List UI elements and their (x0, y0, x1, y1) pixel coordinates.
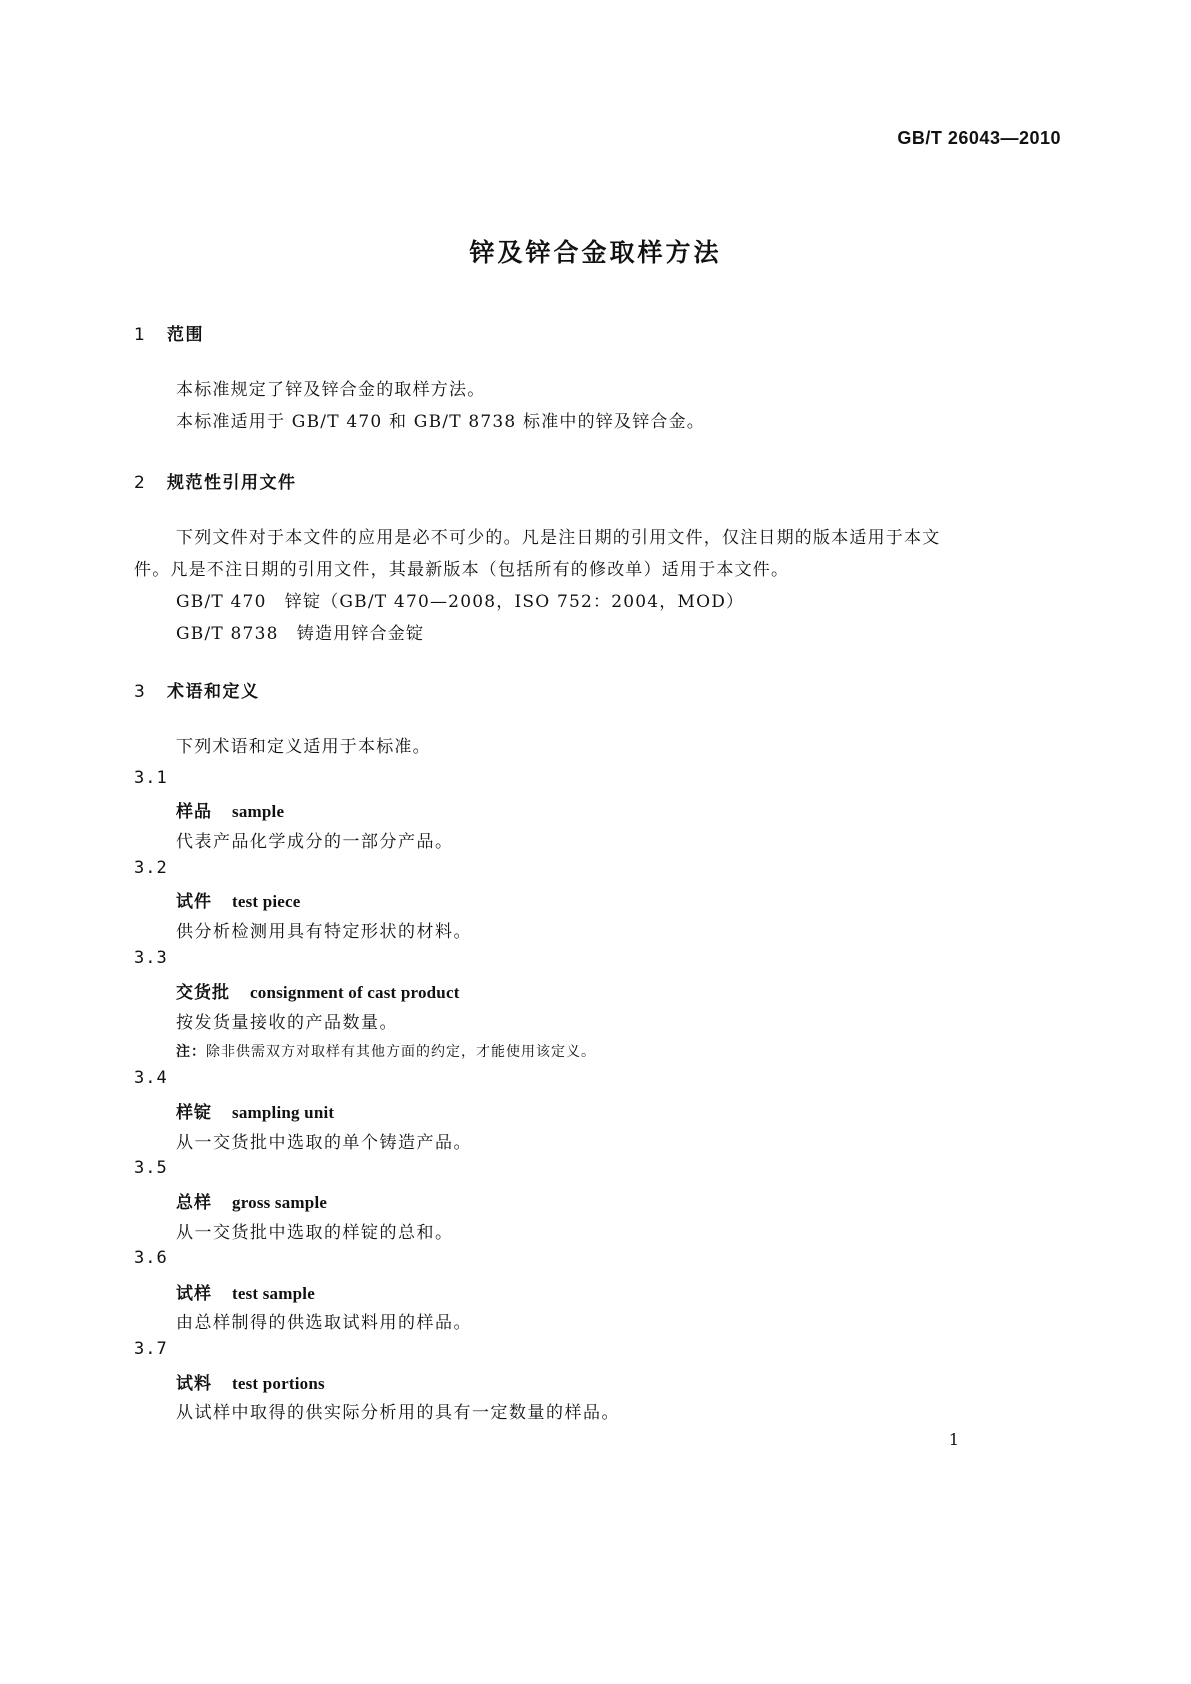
section-heading (134, 320, 1064, 345)
term-definition: 从试样中取得的供实际分析用的具有一定数量的样品。 (176, 1403, 620, 1423)
section-title: 术语和定义 (167, 682, 260, 702)
term-title (134, 797, 1064, 822)
term-title (134, 978, 1064, 1003)
term-number: 3.6 (134, 1248, 168, 1268)
term-chinese: 交货批 (176, 983, 230, 1003)
term-definition: 由总样制得的供选取试料用的样品。 (176, 1313, 472, 1333)
section-3-intro (134, 731, 1064, 763)
note-label: 注： (176, 1044, 206, 1060)
term-entry (134, 1248, 1064, 1268)
term-english: test portions (232, 1374, 325, 1393)
term-note (134, 1041, 1064, 1061)
term-title (134, 1098, 1064, 1123)
term-definition: 从一交货批中选取的样锭的总和。 (176, 1223, 454, 1243)
term-chinese: 样锭 (176, 1103, 212, 1123)
note-text: 除非供需双方对取样有其他方面的约定，才能使用该定义。 (206, 1044, 596, 1060)
reference-item: GB/T 8738 铸造用锌合金锭 (176, 624, 425, 644)
term-definition-wrap (134, 1128, 1064, 1153)
section-3 (134, 677, 1064, 702)
section-number: 2 (134, 473, 147, 493)
term-definition-wrap (134, 1008, 1064, 1033)
term-chinese: 总样 (176, 1193, 212, 1213)
term-chinese: 样品 (176, 802, 212, 822)
term-title (134, 887, 1064, 912)
section-number: 1 (134, 325, 147, 345)
term-title (134, 1369, 1064, 1394)
term-title (134, 1279, 1064, 1304)
section-1-body (134, 374, 1064, 438)
term-entry-body (134, 887, 1064, 912)
term-english: test piece (232, 892, 301, 911)
term-definition-wrap (134, 1398, 1064, 1423)
term-entry (134, 858, 1064, 878)
term-number: 3.1 (134, 768, 168, 788)
section-2-body (134, 522, 1064, 650)
section-heading (134, 677, 1064, 702)
term-english: test sample (232, 1284, 315, 1303)
term-definition: 供分析检测用具有特定形状的材料。 (176, 922, 472, 942)
term-definition: 代表产品化学成分的一部分产品。 (176, 832, 454, 852)
term-entry-body (134, 1369, 1064, 1394)
term-entry (134, 1158, 1064, 1178)
section-number: 3 (134, 682, 147, 702)
term-entry (134, 768, 1064, 788)
paragraph: 本标准适用于 GB/T 470 和 GB/T 8738 标准中的锌及锌合金。 (176, 412, 706, 432)
term-definition-wrap (134, 827, 1064, 852)
term-entry-body (134, 797, 1064, 822)
term-english: gross sample (232, 1193, 328, 1212)
term-number: 3.4 (134, 1068, 168, 1088)
term-definition-wrap (134, 917, 1064, 942)
paragraph-line: 件。凡是不注日期的引用文件，其最新版本（包括所有的修改单）适用于本文件。 (134, 560, 790, 580)
note (134, 1041, 1064, 1061)
term-english: consignment of cast product (250, 983, 460, 1002)
paragraph: 下列术语和定义适用于本标准。 (176, 737, 431, 757)
term-chinese: 试件 (176, 892, 212, 912)
document-title: 锌及锌合金取样方法 (469, 238, 722, 267)
term-number: 3.5 (134, 1158, 168, 1178)
term-entry-body (134, 978, 1064, 1003)
term-entry-body (134, 1188, 1064, 1213)
section-1 (134, 320, 1064, 345)
page-number: 1 (948, 1430, 959, 1449)
section-2 (134, 468, 1064, 493)
term-entry (134, 1068, 1064, 1088)
section-title: 规范性引用文件 (167, 473, 297, 493)
term-definition-wrap (134, 1308, 1064, 1333)
term-entry-body (134, 1098, 1064, 1123)
paragraph: 本标准规定了锌及锌合金的取样方法。 (176, 380, 486, 400)
term-number: 3.2 (134, 858, 168, 878)
standard-code: GB/T 26043—2010 (897, 128, 1061, 148)
term-definition: 按发货量接收的产品数量。 (176, 1013, 398, 1033)
section-title: 范围 (167, 325, 204, 345)
section-heading (134, 468, 1064, 493)
term-entry-body (134, 1279, 1064, 1304)
term-entry (134, 948, 1064, 968)
term-definition: 从一交货批中选取的单个铸造产品。 (176, 1133, 472, 1153)
paragraph-line: 下列文件对于本文件的应用是必不可少的。凡是注日期的引用文件，仅注日期的版本适用于本文 (176, 528, 941, 548)
term-english: sample (232, 802, 285, 821)
term-english: sampling unit (232, 1103, 335, 1122)
term-chinese: 试料 (176, 1374, 212, 1394)
term-entry (134, 1339, 1064, 1359)
reference-item: GB/T 470 锌锭（GB/T 470—2008，ISO 752：2004，MOD） (176, 592, 745, 612)
term-number: 3.7 (134, 1339, 168, 1359)
term-title (134, 1188, 1064, 1213)
term-definition-wrap (134, 1218, 1064, 1243)
term-chinese: 试样 (176, 1284, 212, 1304)
term-number: 3.3 (134, 948, 168, 968)
